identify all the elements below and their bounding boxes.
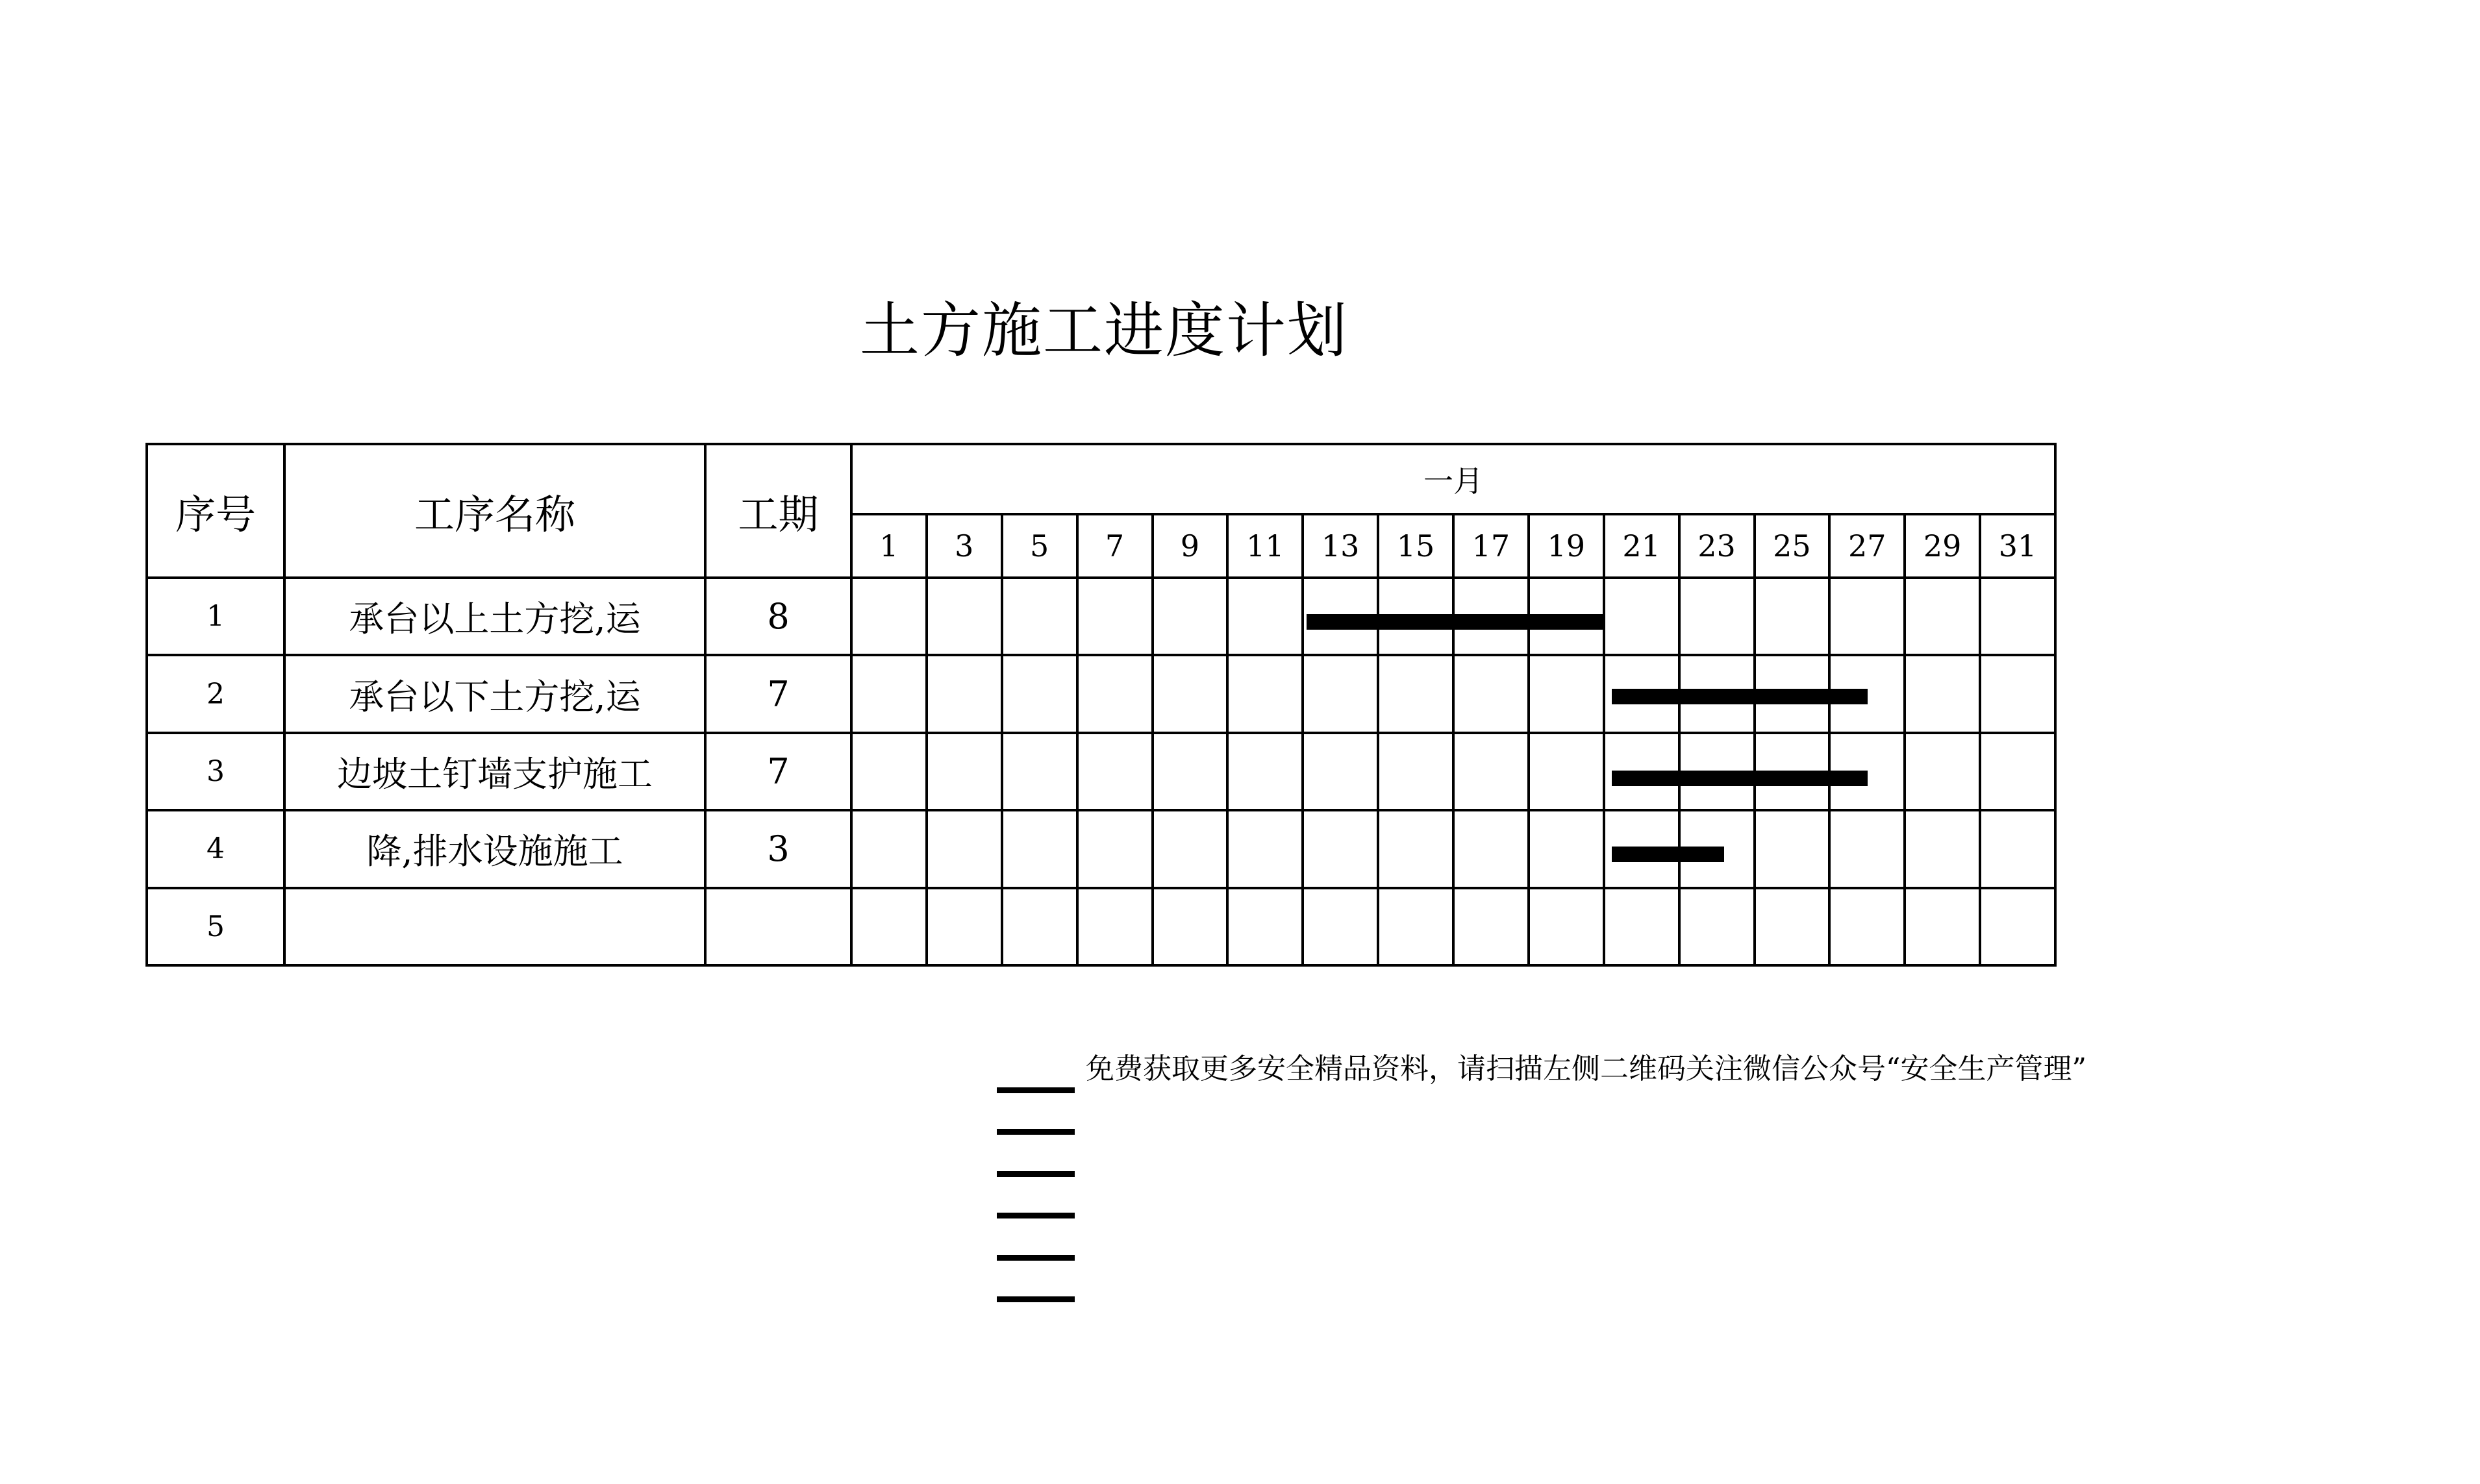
gantt-cell	[1379, 734, 1455, 811]
row-seq: 3	[148, 734, 286, 811]
day-header: 27	[1831, 515, 1906, 579]
gantt-cell	[1455, 811, 1530, 889]
day-header: 11	[1229, 515, 1304, 579]
qr-placeholder-line	[997, 1296, 1075, 1302]
gantt-cell	[1831, 579, 1906, 656]
gantt-cell	[1906, 579, 1981, 656]
gantt-cell	[1605, 811, 1681, 889]
gantt-cell	[1154, 579, 1229, 656]
gantt-cell	[1379, 889, 1455, 967]
gantt-cell	[1304, 579, 1379, 656]
gantt-cell	[1756, 811, 1831, 889]
gantt-cell	[1681, 734, 1756, 811]
row-duration: 7	[707, 734, 853, 811]
day-header: 15	[1379, 515, 1455, 579]
gantt-cell	[1229, 656, 1304, 734]
gantt-cell	[1003, 656, 1079, 734]
gantt-cell	[1079, 734, 1154, 811]
gantt-cell	[1304, 889, 1379, 967]
qr-placeholder-line	[997, 1087, 1075, 1093]
row-task-name	[286, 889, 707, 967]
gantt-cell	[1229, 579, 1304, 656]
gantt-cell	[1681, 656, 1756, 734]
gantt-cell	[928, 889, 1003, 967]
gantt-cell	[1756, 656, 1831, 734]
gantt-cell	[1229, 734, 1304, 811]
gantt-cell	[1003, 811, 1079, 889]
day-header: 25	[1756, 515, 1831, 579]
gantt-cell	[1605, 734, 1681, 811]
gantt-cell	[853, 734, 928, 811]
gantt-cell	[1831, 811, 1906, 889]
gantt-cell	[1154, 811, 1229, 889]
header-seq: 序号	[148, 445, 286, 579]
qr-placeholder-line	[997, 1171, 1075, 1177]
gantt-cell	[1530, 889, 1605, 967]
gantt-cell	[1003, 889, 1079, 967]
gantt-cell	[1379, 811, 1455, 889]
gantt-cell	[853, 889, 928, 967]
row-seq: 4	[148, 811, 286, 889]
row-task-name: 降,排水设施施工	[286, 811, 707, 889]
qr-placeholder-line	[997, 1213, 1075, 1218]
qr-placeholder-line	[997, 1255, 1075, 1261]
gantt-cell	[1003, 579, 1079, 656]
row-duration	[707, 889, 853, 967]
gantt-cell	[1831, 889, 1906, 967]
gantt-cell	[1981, 656, 2057, 734]
gantt-cell	[1455, 734, 1530, 811]
header-duration: 工期	[707, 445, 853, 579]
gantt-cell	[1079, 579, 1154, 656]
gantt-cell	[853, 811, 928, 889]
gantt-cell	[1229, 811, 1304, 889]
gantt-cell	[1981, 889, 2057, 967]
gantt-cell	[1831, 734, 1906, 811]
gantt-cell	[1530, 734, 1605, 811]
gantt-cell	[1154, 734, 1229, 811]
gantt-cell	[1079, 656, 1154, 734]
gantt-cell	[1229, 889, 1304, 967]
gantt-cell	[1906, 811, 1981, 889]
gantt-cell	[928, 734, 1003, 811]
row-duration: 8	[707, 579, 853, 656]
gantt-cell	[1379, 656, 1455, 734]
gantt-cell	[1906, 889, 1981, 967]
gantt-cell	[1154, 656, 1229, 734]
day-header: 13	[1304, 515, 1379, 579]
gantt-cell	[1605, 579, 1681, 656]
day-header: 21	[1605, 515, 1681, 579]
gantt-cell	[1681, 811, 1756, 889]
row-task-name: 承台以上土方挖,运	[286, 579, 707, 656]
row-task-name: 边坡土钉墙支护施工	[286, 734, 707, 811]
day-header: 7	[1079, 515, 1154, 579]
gantt-cell	[1154, 889, 1229, 967]
day-header: 19	[1530, 515, 1605, 579]
gantt-cell	[1681, 579, 1756, 656]
row-duration: 7	[707, 656, 853, 734]
qr-placeholder-line	[997, 1129, 1075, 1135]
gantt-cell	[1681, 889, 1756, 967]
header-task-name: 工序名称	[286, 445, 707, 579]
gantt-cell	[1981, 734, 2057, 811]
gantt-cell	[1605, 656, 1681, 734]
day-header: 3	[928, 515, 1003, 579]
gantt-cell	[1079, 811, 1154, 889]
gantt-cell	[1756, 889, 1831, 967]
header-month: 一月	[853, 445, 2057, 515]
day-header: 9	[1154, 515, 1229, 579]
day-header: 29	[1906, 515, 1981, 579]
gantt-cell	[1605, 889, 1681, 967]
row-seq: 2	[148, 656, 286, 734]
gantt-cell	[1906, 734, 1981, 811]
gantt-cell	[1530, 811, 1605, 889]
day-header: 17	[1455, 515, 1530, 579]
gantt-cell	[853, 579, 928, 656]
row-seq: 5	[148, 889, 286, 967]
row-seq: 1	[148, 579, 286, 656]
gantt-cell	[1304, 656, 1379, 734]
page-title: 土方施工进度计划	[859, 296, 1348, 365]
gantt-cell	[1530, 579, 1605, 656]
gantt-cell	[928, 656, 1003, 734]
gantt-cell	[1756, 579, 1831, 656]
row-task-name: 承台以下土方挖,运	[286, 656, 707, 734]
gantt-cell	[1455, 889, 1530, 967]
gantt-cell	[928, 579, 1003, 656]
gantt-cell	[1079, 889, 1154, 967]
gantt-cell	[928, 811, 1003, 889]
gantt-cell	[1379, 579, 1455, 656]
day-header: 31	[1981, 515, 2057, 579]
gantt-cell	[1304, 734, 1379, 811]
footer-note: 免费获取更多安全精品资料，请扫描左侧二维码关注微信公众号“安全生产管理”	[1086, 1052, 2086, 1085]
gantt-cell	[853, 656, 928, 734]
gantt-cell	[1906, 656, 1981, 734]
gantt-cell	[1003, 734, 1079, 811]
gantt-cell	[1530, 656, 1605, 734]
gantt-cell	[1981, 811, 2057, 889]
day-header: 23	[1681, 515, 1756, 579]
day-header: 5	[1003, 515, 1079, 579]
gantt-cell	[1756, 734, 1831, 811]
gantt-cell	[1304, 811, 1379, 889]
gantt-cell	[1455, 656, 1530, 734]
row-duration: 3	[707, 811, 853, 889]
schedule-table	[145, 443, 2057, 967]
gantt-cell	[1455, 579, 1530, 656]
day-header: 1	[853, 515, 928, 579]
gantt-cell	[1831, 656, 1906, 734]
gantt-cell	[1981, 579, 2057, 656]
